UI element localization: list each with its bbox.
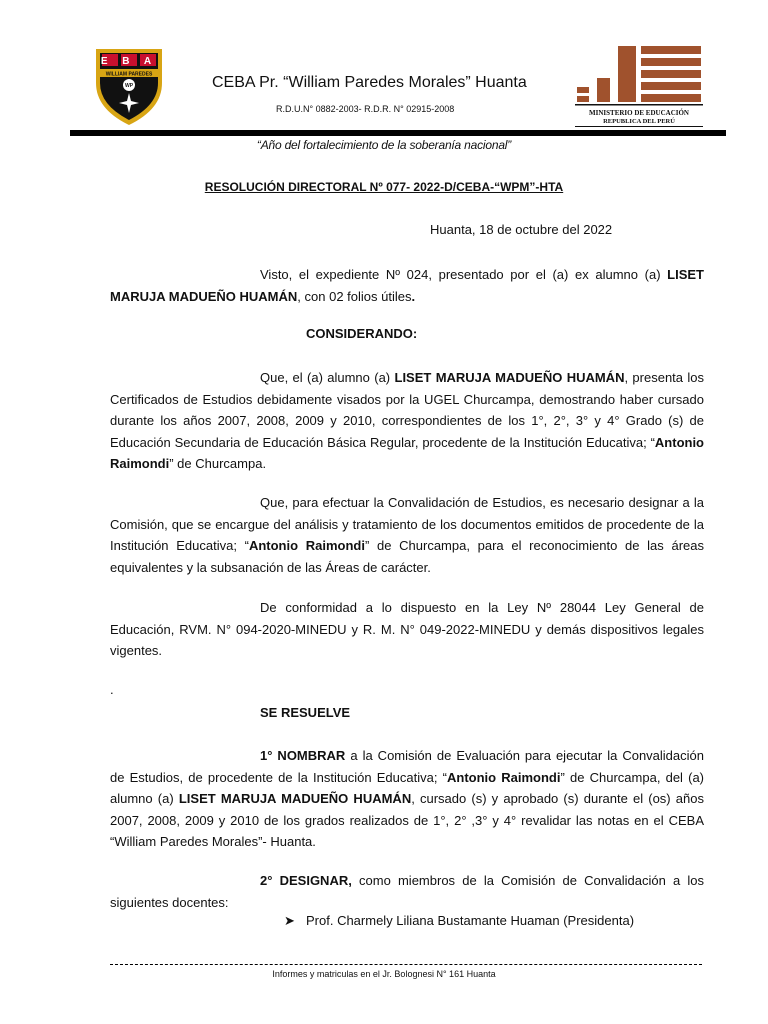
ministry-line-2: REPUBLICA DEL PERÚ <box>603 118 675 125</box>
nombrar-text-1: a la Comisión de Evaluación para ejecutar la Convalidación de Estudios, de procedente de la Institución Educativa; “ <box>110 748 704 785</box>
que2-text-1: Que, para efectuar la Convalidación de Estudios, es necesario designar a la Comisión, que se encargue del análisis y tratamiento de los documentos emitidos de procedente de la Institución Educativa; “ <box>110 495 704 553</box>
student-name: LISET MARUJA MADUEÑO HUAMÁN <box>110 267 704 304</box>
student-name: LISET MARUJA MADUEÑO HUAMÁN <box>178 791 412 806</box>
visto-text-1: Visto, el expediente Nº 024, presentado por el (a) ex alumno (a) <box>260 267 668 282</box>
que1-text-1: Que, el (a) alumno (a) <box>260 370 395 385</box>
nombrar-text-2: ” de Churcampa, del (a) alumno (a) <box>110 769 705 806</box>
student-name: LISET MARUJA MADUEÑO HUAMÁN <box>394 370 625 385</box>
designar-label: 2° DESIGNAR, <box>260 873 352 888</box>
registration-line: R.D.U.N° 0882-2003- R.D.R. N° 02915-2008 <box>276 104 455 114</box>
que1-text-2: , presenta los Certificados de Estudios debidamente visados por la UGEL Churcampa, demostrando haber cursado durante los años 2007, 2008, 2009 y 2010, correspondientes de los 1°, 2°, 3° y 4° Grado (s) de Educación Secundaria de Educación Básica Regular, procedente de la Institución Educativa; “ <box>110 370 704 450</box>
institution-title: CEBA Pr. “William Paredes Morales” Huanta <box>212 74 527 91</box>
conformidad-paragraph: De conformidad a lo dispuesto en la Ley Nº 28044 Ley General de Educación, RVM. N° 094-2020-MINEDU y R. M. N° 049-2022-MINEDU y demás dispositivos legales vigentes. <box>110 600 704 658</box>
nombrar-paragraph <box>110 745 704 853</box>
resolution-date: Huanta, 18 de octubre del 2022 <box>430 222 613 237</box>
nombrar-label: 1° NOMBRAR <box>260 748 346 763</box>
ministry-line-1: MINISTERIO DE EDUCACIÓN <box>589 109 689 117</box>
que2-text-2: ” de Churcampa, para el reconocimiento de las áreas equivalentes y la subsanación de las Áreas de carácter. <box>110 538 704 575</box>
ministry-logo <box>573 44 705 130</box>
logo-initials: WP <box>124 83 134 89</box>
visto-end: . <box>411 288 416 304</box>
logo-band-text: WILLIAM PAREDES <box>105 71 153 78</box>
arrow-bullet-icon: ➤ <box>284 913 295 928</box>
resolution-title: RESOLUCIÓN DIRECTORAL Nº 077- 2022-D/CEBA-“WPM”-HTA <box>204 180 564 194</box>
footer-rule <box>110 964 702 965</box>
considerando-heading: CONSIDERANDO: <box>306 326 418 341</box>
year-motto: “Año del fortalecimiento de la soberanía nacional” <box>256 138 512 152</box>
visto-paragraph <box>110 264 704 307</box>
logo-eba-text: E B A <box>100 56 158 67</box>
ceba-shield-logo <box>94 43 164 127</box>
school-name: Antonio Raimondi <box>110 434 704 471</box>
designar-text: como miembros de la Comisión de Convalidación a los siguientes docentes: <box>110 873 704 910</box>
school-name: Antonio Raimondi <box>446 769 561 785</box>
stray-dot: . <box>110 682 114 697</box>
designar-paragraph <box>110 870 704 913</box>
footer-info: Informes y matriculas en el Jr. Bolognesi N° 161 Huanta <box>272 969 496 979</box>
list-item <box>284 913 634 929</box>
school-name: Antonio Raimondi <box>248 538 365 553</box>
que1-text-3: ” de Churcampa. <box>169 456 267 471</box>
considerando-paragraph-2 <box>110 492 704 578</box>
considerando-paragraph-1 <box>110 367 704 475</box>
docente-name: Prof. Charmely Liliana Bustamante Huaman (Presidenta) <box>306 913 635 928</box>
nombrar-text-3: , cursado (s) y aprobado (s) durante el (os) años 2007, 2008, 2009 y 2010 de los grados realizados de 1°, 2° ,3° y 4° revalidar las notas en el CEBA “William Paredes Morales”- Huanta. <box>110 791 704 849</box>
visto-text-2: , con 02 folios útiles <box>297 288 412 304</box>
se-resuelve-heading: SE RESUELVE <box>260 705 351 720</box>
header-rule <box>70 130 726 136</box>
